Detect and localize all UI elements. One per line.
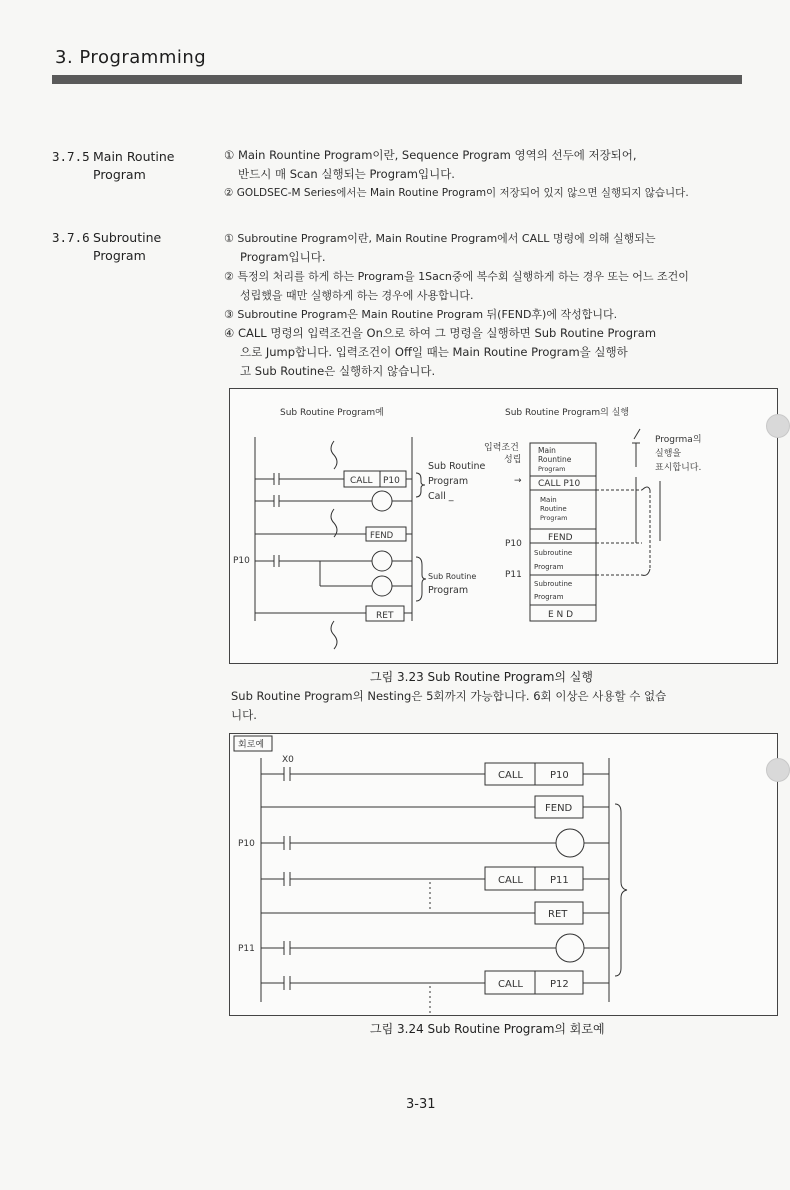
note-text: Progrma의 <box>655 435 702 445</box>
call-label: CALL <box>498 979 523 990</box>
brace-upper-text: Sub Routine <box>428 461 486 472</box>
section-number-375: 3.7.5 <box>52 149 90 164</box>
pointer-label: P11 <box>238 944 255 954</box>
paragraph-line: 반드시 매 Scan 실행되는 Program입니다. <box>238 167 455 181</box>
section-body-376 <box>224 229 689 381</box>
paragraph-line: 성립했을 때만 실행하게 하는 경우에 사용합니다. <box>240 289 474 302</box>
stack-block-text: E N D <box>548 610 574 620</box>
fend-label: FEND <box>545 803 573 814</box>
note-text: 표시합니다. <box>655 463 702 473</box>
binder-hole <box>766 414 790 438</box>
stack-block-text: CALL P10 <box>538 479 581 489</box>
paragraph-line: ③ Subroutine Program은 Main Routine Program 뒤(FEND후)에 작성합니다. <box>224 308 618 321</box>
figure-left-title: Sub Routine Program예 <box>280 408 384 418</box>
paragraph-line: ① Subroutine Program이란, Main Routine Program에서 CALL 명령에 의해 실행되는 <box>224 232 656 245</box>
paragraph-line: ① Main Rountine Program이란, Sequence Program 영역의 선두에 저장되어, <box>224 148 637 162</box>
section-title-376 <box>93 229 161 265</box>
coil-symbol <box>556 829 584 857</box>
brace-lower-text: Sub Routine <box>428 572 477 581</box>
pointer-label: P10 <box>238 839 255 849</box>
paragraph-line: 니다. <box>231 708 257 722</box>
chapter-title: 3. Programming <box>55 47 207 68</box>
section-title-line: Main Routine <box>93 149 175 164</box>
call-operand: P10 <box>383 476 400 486</box>
stack-pointer-label: P11 <box>505 570 522 580</box>
stack-block-text: Program <box>534 563 564 571</box>
call-operand: P11 <box>550 875 569 886</box>
paragraph-line: ② GOLDSEC-M Series에서는 Main Routine Program이 저장되어 있지 않으면 실행되지 않습니다. <box>224 187 689 199</box>
coil-symbol <box>556 934 584 962</box>
stack-block-text: Rountine <box>538 455 572 464</box>
coil-symbol <box>372 551 392 571</box>
call-operand: P10 <box>550 770 569 781</box>
section-title-line: Program <box>93 248 146 263</box>
fend-label: FEND <box>370 531 394 541</box>
coil-symbol <box>372 491 392 511</box>
brace-lower <box>416 557 426 601</box>
ladder-circuit <box>238 755 627 1014</box>
execution-flow-lines <box>596 429 660 575</box>
ladder-left <box>233 437 412 649</box>
brace-right <box>615 804 627 976</box>
stack-block-text: Routine <box>540 505 567 513</box>
nesting-paragraph <box>231 687 666 725</box>
header-rule <box>52 75 742 84</box>
brace-upper-text: Program <box>428 476 469 487</box>
figure-caption-324: 그림 3.24 Sub Routine Program의 회로예 <box>370 1022 605 1036</box>
ret-label: RET <box>548 909 568 920</box>
stack-block-text: FEND <box>548 533 573 543</box>
section-title-line: Program <box>93 167 146 182</box>
contact-label: X0 <box>282 755 294 765</box>
figure-323-diagram <box>230 389 777 663</box>
stack-block-text: Program <box>540 514 568 522</box>
paragraph-line: 으로 Jump합니다. 입력조건이 Off일 때는 Main Routine Program을 실행하 <box>240 345 628 359</box>
section-body-375 <box>224 146 689 203</box>
call-label: CALL <box>498 875 523 886</box>
condition-label: 입력조건 <box>484 443 519 453</box>
stack-block-text: Program <box>534 593 564 601</box>
paragraph-line: ② 특정의 처리를 하게 하는 Program을 1Sacn중에 복수회 실행하게 하는 경우 또는 어느 조건이 <box>224 270 689 283</box>
figure-324 <box>229 733 778 1016</box>
pointer-label: P10 <box>233 556 250 566</box>
circuit-tag: 회로예 <box>238 740 265 750</box>
call-operand: P12 <box>550 979 569 990</box>
stack-block-text: Subroutine <box>534 549 573 557</box>
brace-lower-text: Program <box>428 585 469 596</box>
arrow-symbol: → <box>514 476 522 486</box>
figure-right-title: Sub Routine Program의 실행 <box>505 408 630 418</box>
paragraph-line: Sub Routine Program의 Nesting은 5회까지 가능합니다. 6회 이상은 사용할 수 없습 <box>231 689 667 703</box>
figure-324-diagram <box>230 734 777 1015</box>
section-title-line: Subroutine <box>93 230 162 245</box>
section-number-376: 3.7.6 <box>52 230 90 245</box>
paragraph-line: Program입니다. <box>240 250 326 264</box>
stack-block-text: Subroutine <box>534 580 573 588</box>
stack-block-text: Main <box>540 496 557 504</box>
brace-upper-text: Call _ <box>428 491 454 502</box>
binder-hole <box>766 758 790 782</box>
figure-caption-323: 그림 3.23 Sub Routine Program의 실행 <box>370 670 593 684</box>
stack-block-text: Program <box>538 465 566 473</box>
stack-pointer-label: P10 <box>505 539 522 549</box>
stack-block-text: Main <box>538 446 556 455</box>
condition-label: 성립 <box>504 455 522 465</box>
call-label: CALL <box>350 476 373 486</box>
page-number: 3-31 <box>406 1097 436 1112</box>
note-text: 실행을 <box>655 449 682 459</box>
brace-upper <box>416 473 425 497</box>
coil-symbol <box>372 576 392 596</box>
paragraph-line: 고 Sub Routine은 실행하지 않습니다. <box>240 364 436 378</box>
figure-323 <box>229 388 778 664</box>
call-label: CALL <box>498 770 523 781</box>
paragraph-line: ④ CALL 명령의 입력조건을 On으로 하여 그 명령을 실행하면 Sub Routine Program <box>224 326 657 340</box>
section-title-375 <box>93 148 175 184</box>
ret-label: RET <box>376 611 394 621</box>
